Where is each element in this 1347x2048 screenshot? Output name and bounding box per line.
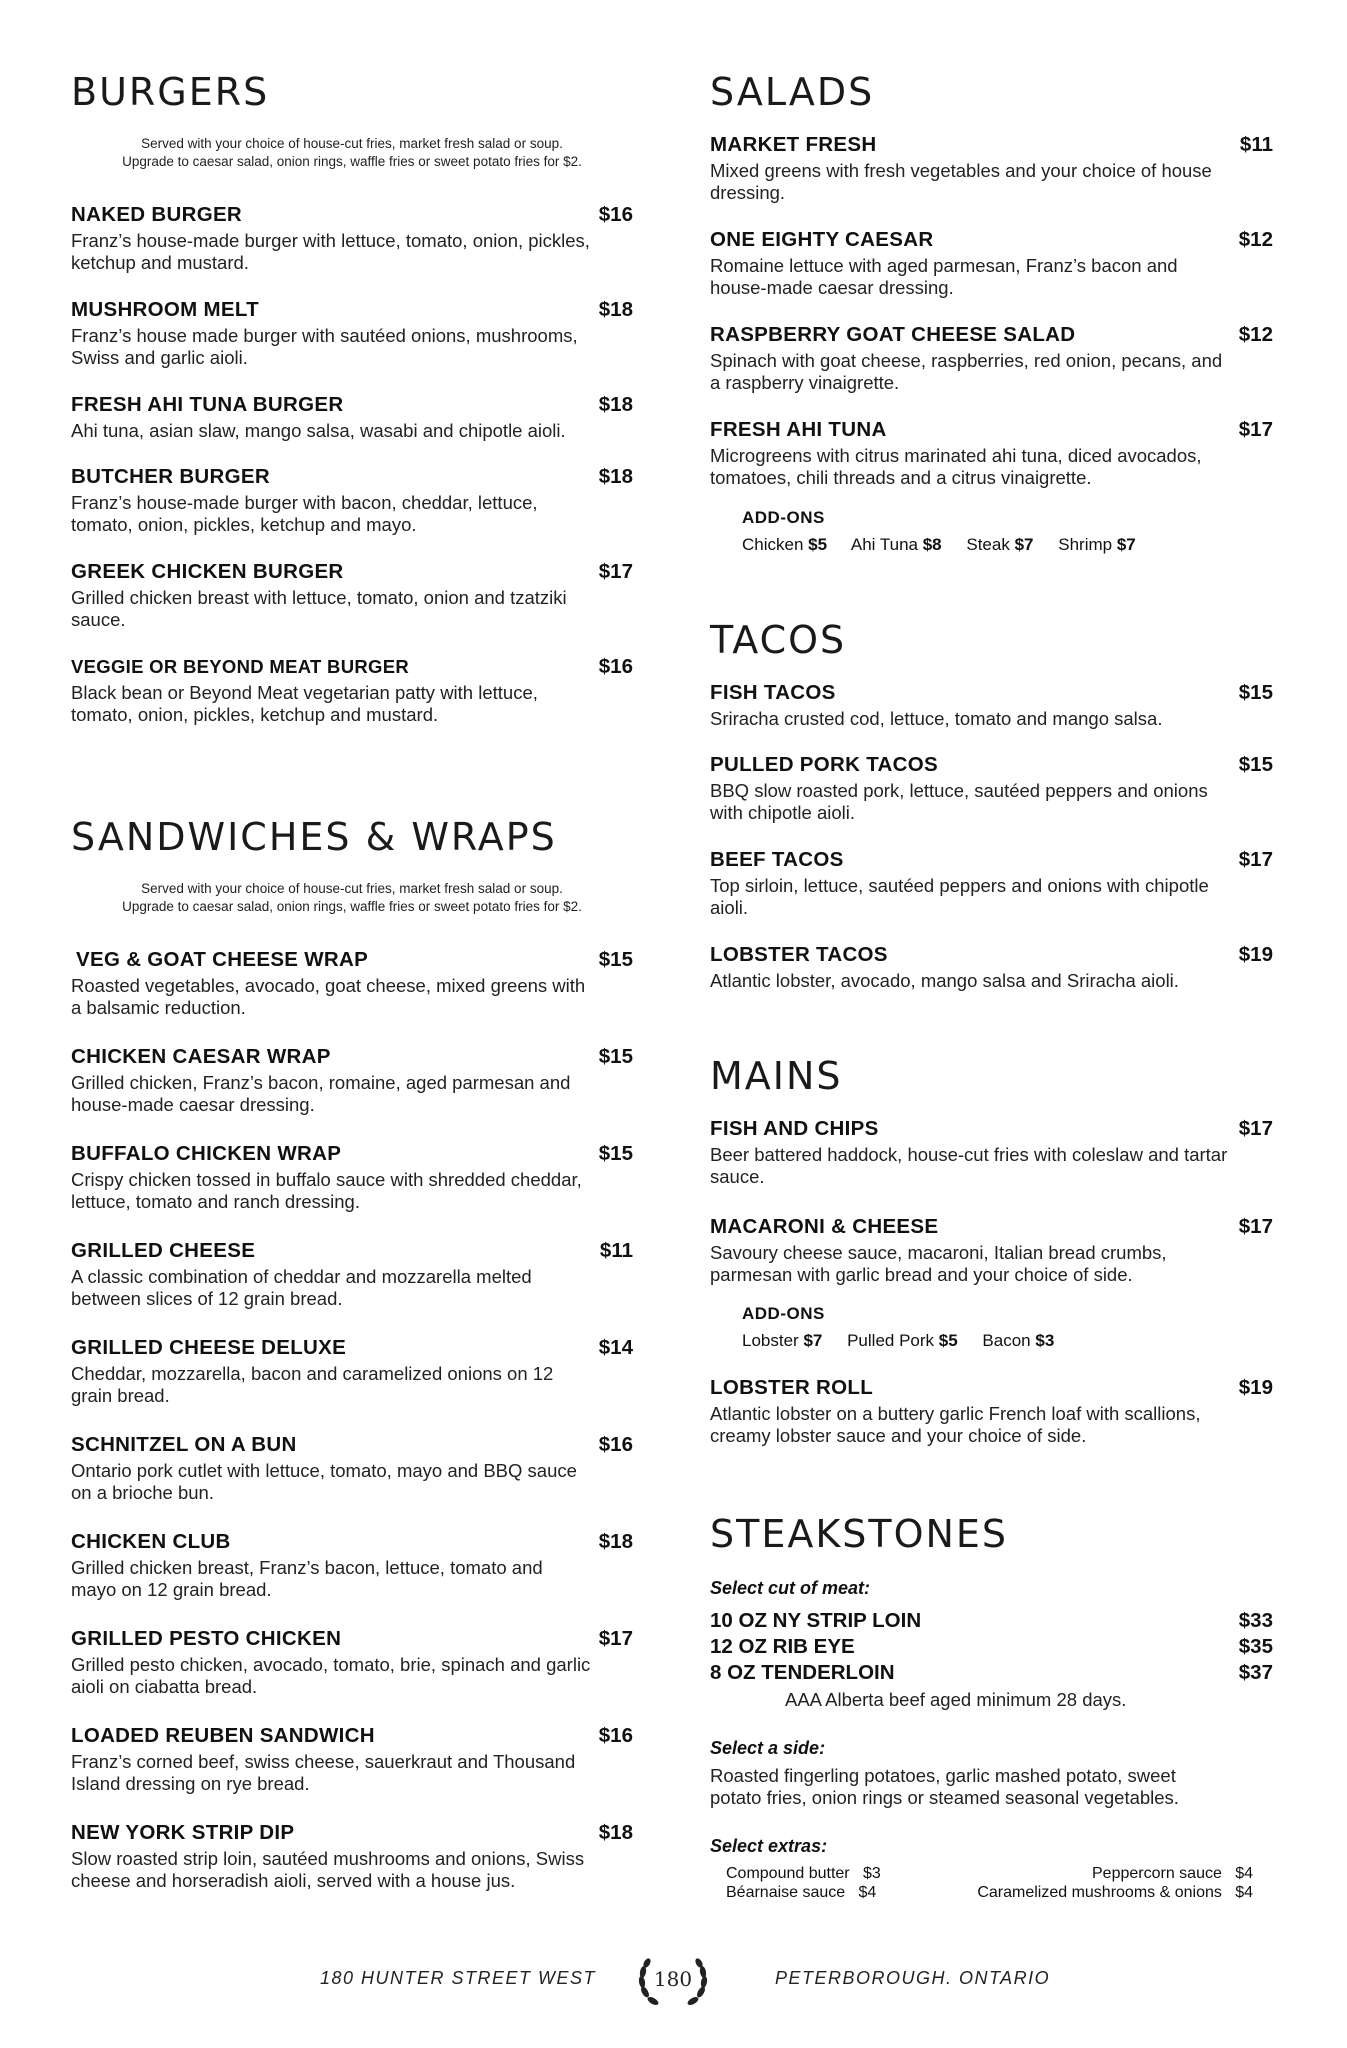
sandwiches-note-line2: Upgrade to caesar salad, onion rings, waffle fries or sweet potato fries for $2. — [122, 899, 582, 914]
cut-label: Select cut of meat: — [710, 1578, 871, 1598]
sandwiches-note-line1: Served with your choice of house-cut fries, market fresh salad or soup. — [141, 881, 563, 896]
item-name: SCHNITZEL ON A BUN — [71, 1433, 297, 1456]
item-price: $12 — [1238, 323, 1273, 346]
item-name: MARKET FRESH — [710, 133, 877, 156]
item-name: LOADED REUBEN SANDWICH — [71, 1724, 375, 1747]
item-name: VEGGIE OR BEYOND MEAT BURGER — [71, 656, 410, 677]
menu-item-grilled-cheese — [71, 1239, 633, 1310]
item-price: $18 — [598, 465, 633, 488]
addon-pulled-pork: Pulled Pork $5 — [847, 1331, 958, 1350]
addon-ahi-tuna: Ahi Tuna $8 — [850, 535, 942, 554]
menu-item-loaded-reuben — [71, 1724, 633, 1795]
menu-item-macaroni-cheese — [710, 1215, 1273, 1286]
item-price: $17 — [1238, 1117, 1273, 1140]
burgers-title: BURGERS — [71, 70, 270, 114]
extra-peppercorn: Peppercorn sauce $4 — [1092, 1865, 1253, 1882]
item-name: NEW YORK STRIP DIP — [71, 1821, 295, 1844]
item-name: CHICKEN CLUB — [71, 1530, 231, 1553]
menu-item-lobster-roll — [710, 1376, 1273, 1447]
item-name: MUSHROOM MELT — [71, 298, 259, 321]
item-price: $15 — [1238, 753, 1273, 776]
item-description: Franz’s house-made burger with lettuce, tomato, onion, pickles, ketchup and mustard. — [71, 230, 590, 273]
item-price: $16 — [598, 1433, 633, 1456]
item-price: $18 — [598, 1530, 633, 1553]
item-price: $16 — [598, 1724, 633, 1747]
item-name: GREEK CHICKEN BURGER — [71, 560, 344, 583]
item-description: Atlantic lobster, avocado, mango salsa and Sriracha aioli. — [710, 970, 1179, 991]
item-name: FRESH AHI TUNA BURGER — [71, 393, 344, 416]
item-price: $15 — [1238, 681, 1273, 704]
item-price: $17 — [1238, 418, 1273, 441]
menu-item-mushroom-melt — [71, 298, 633, 369]
item-name: MACARONI & CHEESE — [710, 1215, 939, 1238]
item-price: $11 — [599, 1239, 633, 1262]
menu-item-fish-and-chips — [710, 1117, 1273, 1188]
addon-lobster: Lobster $7 — [742, 1331, 823, 1350]
menu-item-fish-tacos — [710, 681, 1273, 730]
salads-addons-list — [742, 535, 1136, 555]
menu-item-raspberry-goat-salad — [710, 323, 1273, 394]
item-price: $16 — [598, 203, 633, 226]
item-description: Grilled chicken breast with lettuce, tomato, onion and tzatziki sauce. — [71, 587, 567, 630]
menu-item-butcher-burger — [71, 465, 633, 536]
item-price: $19 — [1238, 1376, 1273, 1399]
item-description: Ontario pork cutlet with lettuce, tomato, mayo and BBQ sauce on a brioche bun. — [71, 1460, 577, 1503]
extra-caramelized: Caramelized mushrooms & onions $4 — [977, 1884, 1253, 1901]
menu-item-fresh-ahi-tuna-burger — [71, 393, 633, 442]
extra-bearnaise: Béarnaise sauce $4 — [726, 1884, 877, 1901]
addon-shrimp: Shrimp $7 — [1058, 535, 1136, 554]
footer-city: PETERBOROUGH. ONTARIO — [775, 1968, 1051, 1988]
item-name: LOBSTER ROLL — [710, 1376, 874, 1399]
item-price: $18 — [598, 393, 633, 416]
tacos-title: TACOS — [710, 618, 847, 662]
item-description: Microgreens with citrus marinated ahi tuna, diced avocados, tomatoes, chili threads and a citrus vinaigrette. — [710, 445, 1202, 488]
item-description: Spinach with goat cheese, raspberries, red onion, pecans, and a raspberry vinaigrette. — [710, 350, 1223, 393]
item-price: $17 — [1238, 848, 1273, 871]
item-description: Franz’s corned beef, swiss cheese, sauerkraut and Thousand Island dressing on rye bread. — [71, 1751, 576, 1794]
sandwiches-title: SANDWICHES & WRAPS — [71, 815, 557, 859]
item-description: Black bean or Beyond Meat vegetarian patty with lettuce, tomato, onion, pickles, ketchup and mustard. — [71, 682, 538, 725]
item-description: Savoury cheese sauce, macaroni, Italian bread crumbs, parmesan with garlic bread and your choice of side. — [710, 1242, 1167, 1285]
item-price: $11 — [1239, 133, 1273, 156]
item-description: Grilled pesto chicken, avocado, tomato, brie, spinach and garlic aioli on ciabatta bread. — [71, 1654, 591, 1697]
beef-note: AAA Alberta beef aged minimum 28 days. — [785, 1689, 1127, 1710]
menu-item-schnitzel — [71, 1433, 633, 1504]
steakstones-title: STEAKSTONES — [710, 1512, 1009, 1556]
item-name: BUTCHER BURGER — [71, 465, 270, 488]
menu-item-grilled-pesto-chicken — [71, 1627, 633, 1698]
cut-tenderloin: 8 OZ TENDERLOIN $37 — [710, 1661, 1273, 1684]
item-description: Mixed greens with fresh vegetables and your choice of house dressing. — [710, 160, 1212, 203]
item-name: ONE EIGHTY CAESAR — [710, 228, 934, 251]
item-price: $18 — [598, 298, 633, 321]
item-description: Atlantic lobster on a buttery garlic French loaf with scallions, creamy lobster sauce and your choice of side. — [710, 1403, 1201, 1446]
menu-item-buffalo-chicken-wrap — [71, 1142, 633, 1213]
item-description: Cheddar, mozzarella, bacon and caramelized onions on 12 grain bread. — [71, 1363, 554, 1406]
laurel-logo — [633, 1952, 713, 2012]
footer-address: 180 HUNTER STREET WEST — [320, 1968, 597, 1988]
item-price: $15 — [598, 948, 633, 971]
item-price: $14 — [598, 1336, 633, 1359]
item-name: PULLED PORK TACOS — [710, 753, 938, 776]
item-price: $17 — [1238, 1215, 1273, 1238]
item-description: Romaine lettuce with aged parmesan, Franz’s bacon and house-made caesar dressing. — [710, 255, 1178, 298]
item-description: BBQ slow roasted pork, lettuce, sautéed peppers and onions with chipotle aioli. — [710, 780, 1208, 823]
logo-text: 180 — [653, 1967, 693, 1991]
menu-item-veggie-beyond-burger — [71, 655, 633, 726]
side-description: Roasted fingerling potatoes, garlic mashed potato, sweet potato fries, onion rings or steamed seasonal vegetables. — [710, 1765, 1179, 1808]
item-name: FISH TACOS — [710, 681, 836, 704]
addon-bacon: Bacon $3 — [982, 1331, 1055, 1350]
cut-rib-eye: 12 OZ RIB EYE $35 — [710, 1635, 1273, 1658]
footer — [0, 1952, 1347, 2012]
item-name: FISH AND CHIPS — [710, 1117, 879, 1140]
item-name: VEG & GOAT CHEESE WRAP — [76, 948, 369, 971]
mains-addons-list — [742, 1331, 1054, 1351]
item-name: BUFFALO CHICKEN WRAP — [71, 1142, 342, 1165]
burgers-note-line2: Upgrade to caesar salad, onion rings, waffle fries or sweet potato fries for $2. — [122, 154, 582, 169]
menu-item-new-york-strip-dip — [71, 1821, 633, 1892]
right-column — [710, 0, 1273, 1940]
side-label: Select a side: — [710, 1738, 826, 1758]
burgers-note-line1: Served with your choice of house-cut fries, market fresh salad or soup. — [141, 136, 563, 151]
item-name: GRILLED CHEESE DELUXE — [71, 1336, 347, 1359]
item-description: Grilled chicken breast, Franz’s bacon, lettuce, tomato and mayo on 12 grain bread. — [71, 1557, 543, 1600]
item-description: Sriracha crusted cod, lettuce, tomato and mango salsa. — [710, 708, 1163, 729]
item-price: $18 — [598, 1821, 633, 1844]
menu-item-market-fresh — [710, 133, 1273, 204]
item-name: CHICKEN CAESAR WRAP — [71, 1045, 331, 1068]
item-description: Grilled chicken, Franz’s bacon, romaine, aged parmesan and house-made caesar dressing. — [71, 1072, 571, 1115]
item-price: $12 — [1238, 228, 1273, 251]
item-name: FRESH AHI TUNA — [710, 418, 887, 441]
mains-addons-label: ADD-ONS — [742, 1304, 825, 1323]
menu-item-naked-burger — [71, 203, 633, 274]
item-price: $19 — [1238, 943, 1273, 966]
item-description: Franz’s house-made burger with bacon, cheddar, lettuce, tomato, onion, pickles, ketchup and mayo. — [71, 492, 538, 535]
left-column — [71, 0, 633, 1940]
extras-label: Select extras: — [710, 1836, 828, 1856]
menu-item-lobster-tacos — [710, 943, 1273, 992]
menu-item-one-eighty-caesar — [710, 228, 1273, 299]
menu-item-greek-chicken-burger — [71, 560, 633, 631]
item-price: $17 — [598, 560, 633, 583]
item-description: Beer battered haddock, house-cut fries with coleslaw and tartar sauce. — [710, 1144, 1228, 1187]
item-description: Franz’s house made burger with sautéed onions, mushrooms, Swiss and garlic aioli. — [71, 325, 578, 368]
item-description: Roasted vegetables, avocado, goat cheese, mixed greens with a balsamic reduction. — [71, 975, 586, 1018]
menu-item-beef-tacos — [710, 848, 1273, 919]
item-description: Top sirloin, lettuce, sautéed peppers and onions with chipotle aioli. — [710, 875, 1209, 918]
item-name: GRILLED CHEESE — [71, 1239, 256, 1262]
item-description: Ahi tuna, asian slaw, mango salsa, wasabi and chipotle aioli. — [71, 420, 566, 441]
salads-addons-label: ADD-ONS — [742, 508, 825, 527]
sandwiches-note — [71, 880, 633, 916]
menu-item-veg-goat-wrap — [71, 948, 633, 1019]
menu-item-chicken-caesar-wrap — [71, 1045, 633, 1116]
item-description: A classic combination of cheddar and mozzarella melted between slices of 12 grain bread. — [71, 1266, 532, 1309]
item-name: BEEF TACOS — [710, 848, 844, 871]
salads-title: SALADS — [710, 70, 875, 114]
item-name: RASPBERRY GOAT CHEESE SALAD — [710, 323, 1076, 346]
item-description: Crispy chicken tossed in buffalo sauce with shredded cheddar, lettuce, tomato and ranch dressing. — [71, 1169, 582, 1212]
menu-item-fresh-ahi-tuna — [710, 418, 1273, 489]
item-price: $17 — [598, 1627, 633, 1650]
item-name: GRILLED PESTO CHICKEN — [71, 1627, 342, 1650]
menu-item-grilled-cheese-deluxe — [71, 1336, 633, 1407]
mains-title: MAINS — [710, 1054, 843, 1098]
addon-chicken: Chicken $5 — [742, 535, 828, 554]
cut-ny-strip: 10 OZ NY STRIP LOIN $33 — [710, 1609, 1273, 1632]
item-name: NAKED BURGER — [71, 203, 243, 226]
burgers-note — [71, 135, 633, 171]
item-name: LOBSTER TACOS — [710, 943, 888, 966]
item-price: $15 — [598, 1142, 633, 1165]
item-price: $15 — [598, 1045, 633, 1068]
item-description: Slow roasted strip loin, sautéed mushrooms and onions, Swiss cheese and horseradish aioli, served with a house jus. — [71, 1848, 585, 1891]
addon-steak: Steak $7 — [966, 535, 1034, 554]
menu-item-pulled-pork-tacos — [710, 753, 1273, 824]
extra-compound-butter: Compound butter $3 — [726, 1865, 881, 1882]
menu-item-chicken-club — [71, 1530, 633, 1601]
item-price: $16 — [598, 655, 633, 678]
